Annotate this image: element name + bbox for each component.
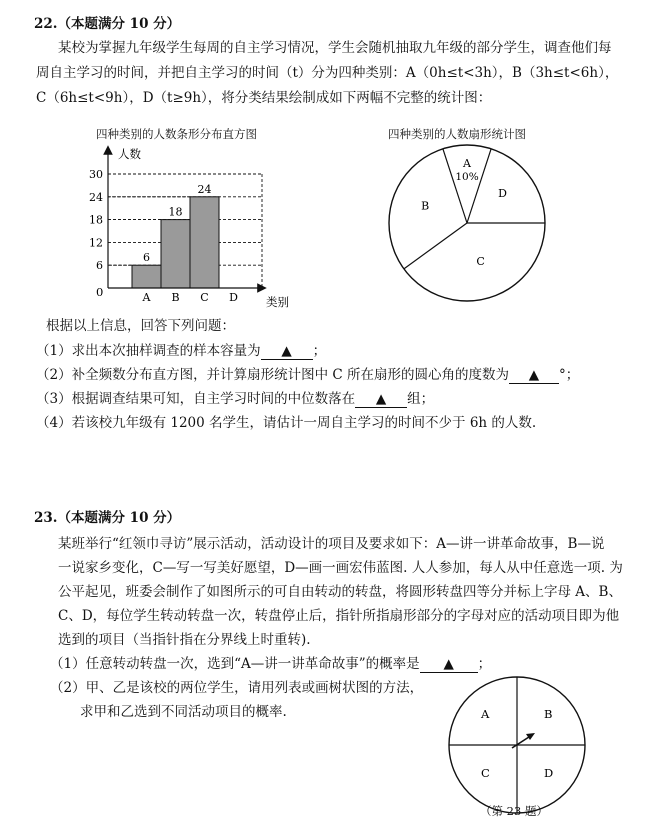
spinner-label-d: D <box>544 766 554 780</box>
origin-label: 0 <box>96 285 104 299</box>
y-axis-label: 人数 <box>118 147 141 161</box>
q23-heading: 23.（本题满分 10 分） <box>34 510 181 526</box>
q23-intro-line-5: 选到的项目（当指针指在分界线上时重转). <box>58 632 311 648</box>
bar-b <box>161 220 190 288</box>
category-label-b: B <box>171 291 180 304</box>
figure-caption: （第 23 题） <box>480 804 548 818</box>
answer-blank-1[interactable]: ▲ <box>261 343 313 360</box>
q22-question-3-text: （3）根据调查结果可知，自主学习时间的中位数落在 <box>36 391 356 407</box>
category-label-a: A <box>142 291 151 304</box>
pie-label-b: B <box>421 199 430 213</box>
q22-question-3-end: 组； <box>407 391 435 407</box>
q22-question-2-text: （2）补全频数分布直方图，并计算扇形统计图中 C 所在扇形的圆心角的度数为 <box>36 367 509 383</box>
q22-lead: 根据以上信息，回答下列问题： <box>46 318 235 334</box>
spinner-diagram <box>446 674 588 816</box>
bar-a <box>132 265 161 288</box>
q23-intro-line-1: 某班举行“红领巾寻访”展示活动，活动设计的项目及要求如下：A—讲一讲革命故事，B—说 <box>58 536 605 552</box>
q22-intro-line-3: C（6h≤t<9h），D（t≥9h），将分类结果绘制成如下两幅不完整的统计图： <box>36 90 492 106</box>
q22-question-2-end: °； <box>559 367 580 383</box>
q22-question-1-end: ； <box>312 343 327 359</box>
answer-blank-2[interactable]: ▲ <box>509 367 559 384</box>
y-tick-label-12: 12 <box>89 236 103 250</box>
y-tick-label-18: 18 <box>89 213 103 227</box>
y-tick-label-24: 24 <box>89 190 103 204</box>
pie-chart-title: 四种类别的人数扇形统计图 <box>388 127 526 141</box>
pie-label-c: C <box>476 254 485 268</box>
q23-intro-line-3: 公平起见，班委会制作了如图所示的可自由转动的转盘，将圆形转盘四等分并标上字母 A、B、 <box>58 584 622 600</box>
bar-chart-title: 四种类别的人数条形分布直方图 <box>96 127 257 141</box>
category-label-d: D <box>229 291 238 304</box>
q23-question-1-end: ； <box>477 656 492 672</box>
q23-question-2-line-1: （2）甲、乙是该校的两位学生，请用列表或画树状图的方法， <box>50 680 424 696</box>
answer-blank-4[interactable]: ▲ <box>420 656 478 673</box>
data-label-b: 18 <box>168 205 183 219</box>
data-label-a: 6 <box>143 251 150 265</box>
pie-label-d: D <box>498 187 508 201</box>
q22-question-1 <box>36 339 326 363</box>
q22-intro-line-2: 周自主学习的时间，并把自主学习的时间（t）分为四种类别：A（0h≤t<3h），B（3h≤t<6h）， <box>36 65 619 81</box>
bar-c <box>190 197 219 288</box>
data-label-c: 24 <box>197 182 212 196</box>
q23-intro-line-4: C、D，每位学生转动转盘一次，转盘停止后，指针所指扇形部分的字母对应的活动项目即为他 <box>58 608 620 624</box>
spinner-label-c: C <box>481 766 490 780</box>
q22-question-1-text: （1）求出本次抽样调查的样本容量为 <box>36 343 261 359</box>
q23-question-1 <box>50 652 491 676</box>
pie-percent-a: 10% <box>455 171 479 183</box>
q23-question-1-text: （1）任意转动转盘一次，选到“A—讲一讲革命故事”的概率是 <box>50 656 420 672</box>
spinner-label-a: A <box>481 707 490 721</box>
q23-question-2-line-2: 求甲和乙选到不同活动项目的概率. <box>80 704 287 720</box>
q22-heading: 22.（本题满分 10 分） <box>34 16 181 32</box>
q23-intro-line-2: 一说家乡变化，C—写一写美好愿望，D—画一画宏伟蓝图. 人人参加，每人从中任意选一项. 为 <box>58 560 623 576</box>
pie-label-a: A <box>463 157 471 170</box>
y-tick-label-30: 30 <box>89 168 103 181</box>
q22-question-4: （4）若该校九年级有 1200 名学生，请估计一周自主学习的时间不少于 6h 的人数. <box>36 415 537 431</box>
q22-question-2 <box>36 363 579 387</box>
q22-question-3 <box>36 387 434 411</box>
bar-chart <box>74 144 310 314</box>
pie-chart <box>386 142 548 304</box>
spinner-label-b: B <box>544 707 553 721</box>
y-tick-label-6: 6 <box>96 259 103 273</box>
x-axis-label: 类别 <box>266 295 289 309</box>
answer-blank-3[interactable]: ▲ <box>355 391 407 408</box>
category-label-c: C <box>200 291 209 304</box>
q22-intro-line-1: 某校为掌握九年级学生每周的自主学习情况，学生会随机抽取九年级的部分学生，调查他们每 <box>58 40 612 56</box>
